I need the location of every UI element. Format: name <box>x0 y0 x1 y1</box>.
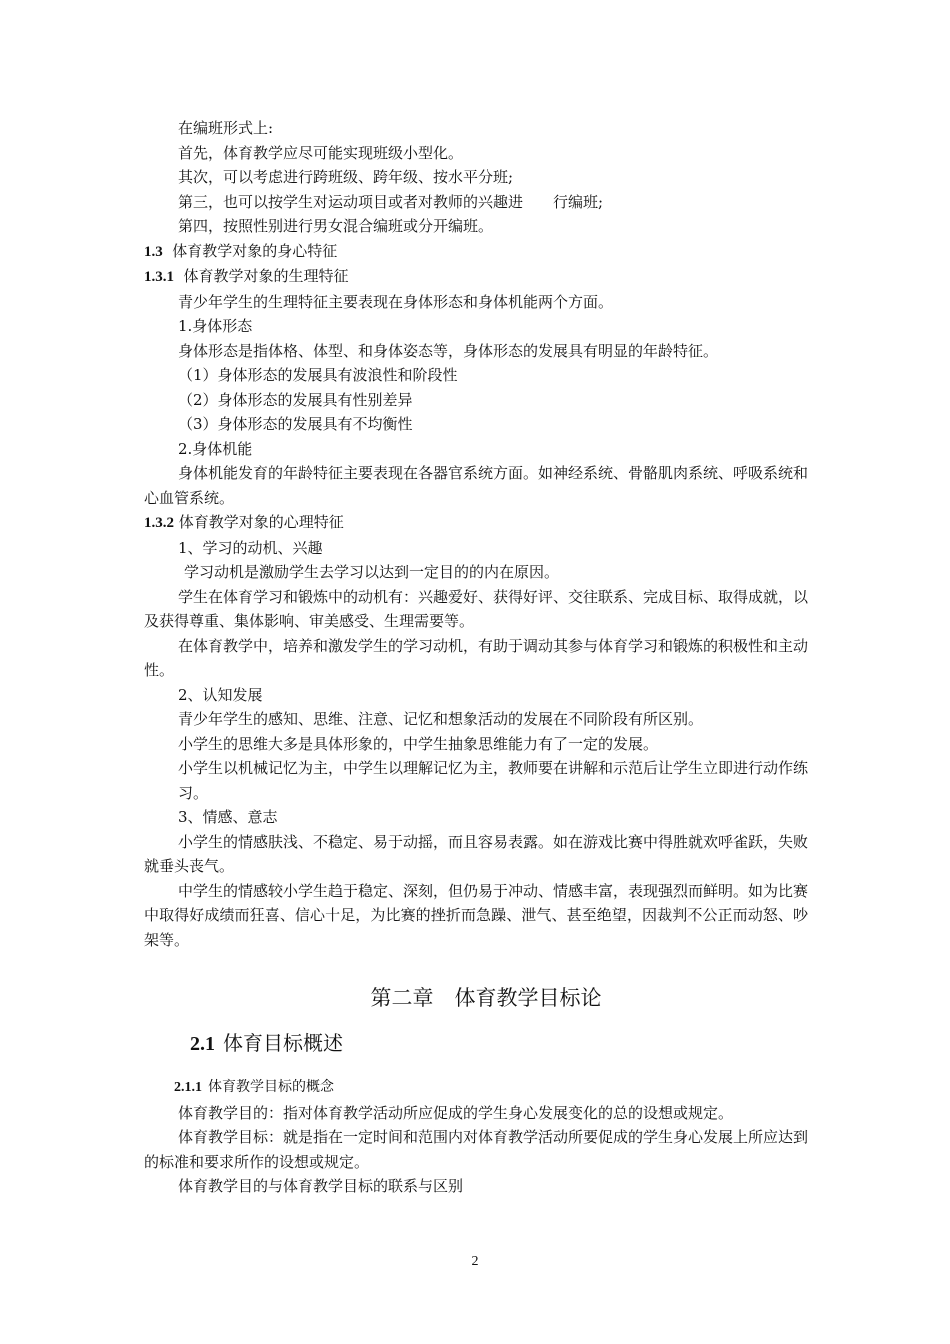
section-heading-1-3-2 <box>144 510 808 536</box>
paragraph: 身体形态是指体格、体型、和身体姿态等，身体形态的发展具有明显的年龄特征。 <box>178 341 719 360</box>
section-heading-2-1 <box>190 1028 808 1059</box>
section-title: 体育目标概述 <box>223 1031 343 1055</box>
subheading: 1、学习的动机、兴趣 <box>178 538 323 557</box>
subheading: 2.身体机能 <box>178 439 253 458</box>
list-item: （1）身体形态的发展具有波浪性和阶段性 <box>178 366 458 384</box>
section-title: 体育教学对象的身心特征 <box>172 241 338 260</box>
section-number: 1.3 <box>144 243 163 260</box>
subheading: 2、认知发展 <box>178 685 263 704</box>
chapter-title: 第二章 体育教学目标论 <box>370 986 602 1010</box>
section-heading-2-1-1 <box>174 1075 808 1101</box>
section-number: 2.1.1 <box>174 1080 202 1095</box>
paragraph: 体育教学目标：就是指在一定时间和范围内对体育教学活动所要促成的学生身心发展上所应达到的标准和要求所作的设想或规定。 <box>144 1128 809 1171</box>
paragraph: 第四，按照性别进行男女混合编班或分开编班。 <box>178 217 494 235</box>
paragraph: 小学生的情感肤浅、不稳定、易于动摇，而且容易表露。如在游戏比赛中得胜就欢呼雀跃，失败就垂头丧气。 <box>144 832 809 875</box>
page-body <box>144 116 808 1199</box>
paragraph: 青少年学生的生理特征主要表现在身体形态和身体机能两个方面。 <box>178 292 614 311</box>
section-heading-1-3 <box>144 239 808 265</box>
paragraph: 其次，可以考虑进行跨班级、跨年级、按水平分班; <box>178 168 514 186</box>
section-title: 体育教学对象的生理特征 <box>183 267 349 285</box>
section-heading-1-3-1 <box>144 264 808 290</box>
paragraph: 第三，也可以按学生对运动项目或者对教师的兴趣进 行编班; <box>178 192 604 211</box>
section-title: 体育教学目标的概念 <box>208 1079 334 1095</box>
subheading: 1.身体形态 <box>178 317 253 335</box>
paragraph: 学习动机是激励学生去学习以达到一定目的的内在原因。 <box>184 563 560 581</box>
paragraph: 体育教学目的与体育教学目标的联系与区别 <box>178 1177 464 1195</box>
paragraph: 小学生的思维大多是具体形象的，中学生抽象思维能力有了一定的发展。 <box>178 734 659 753</box>
list-item: （2）身体形态的发展具有性别差异 <box>178 390 413 409</box>
paragraph: 中学生的情感较小学生趋于稳定、深刻，但仍易于冲动、情感丰富，表现强烈而鲜明。如为比赛中取得好成绩而狂喜、信心十足，为比赛的挫折而急躁、泄气、甚至绝望，因裁判不公正而动怒、吵架等。 <box>144 881 809 949</box>
subheading: 3、情感、意志 <box>178 808 278 826</box>
section-title: 体育教学对象的心理特征 <box>178 513 344 531</box>
section-number: 1.3.2 <box>144 515 174 531</box>
paragraph: 在编班形式上: <box>178 119 274 137</box>
paragraph: 体育教学目的：指对体育教学活动所应促成的学生身心发展变化的总的设想或规定。 <box>178 1103 734 1122</box>
paragraph: 小学生以机械记忆为主，中学生以理解记忆为主，教师要在讲解和示范后让学生立即进行动作练习。 <box>178 759 809 802</box>
page-number: 2 <box>471 1254 479 1269</box>
paragraph: 在体育教学中，培养和激发学生的学习动机，有助于调动其参与体育学习和锻炼的积极性和主动性。 <box>144 636 809 679</box>
paragraph: 首先，体育教学应尽可能实现班级小型化。 <box>178 143 464 162</box>
paragraph: 身体机能发育的年龄特征主要表现在各器官系统方面。如神经系统、骨骼肌肉系统、呼吸系统和心血管系统。 <box>144 464 809 507</box>
paragraph: 青少年学生的感知、思维、注意、记忆和想象活动的发展在不同阶段有所区别。 <box>178 710 704 728</box>
list-item: （3）身体形态的发展具有不均衡性 <box>178 415 413 433</box>
paragraph: 学生在体育学习和锻炼中的动机有：兴趣爱好、获得好评、交往联系、完成目标、取得成就，以及获得尊重、集体影响、审美感受、生理需要等。 <box>144 587 809 630</box>
section-number: 1.3.1 <box>144 269 174 285</box>
section-number: 2.1 <box>190 1033 215 1055</box>
